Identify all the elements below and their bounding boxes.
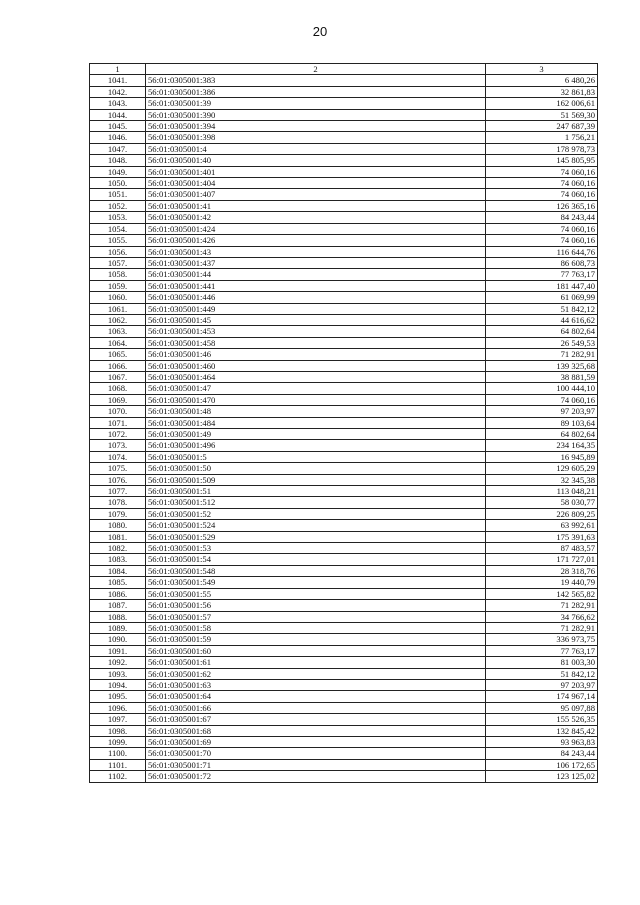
table-row xyxy=(90,280,598,291)
cadastral-value: 26 549,53 xyxy=(486,337,598,348)
table-row xyxy=(90,212,598,223)
table-row xyxy=(90,75,598,86)
cadastral-number: 56:01:0305001:383 xyxy=(146,75,486,86)
cadastral-value: 58 030,77 xyxy=(486,497,598,508)
row-number: 1049. xyxy=(90,166,146,177)
column-header-1: 1 xyxy=(90,64,146,75)
table-row xyxy=(90,474,598,485)
cadastral-value: 86 608,73 xyxy=(486,257,598,268)
cadastral-value: 71 282,91 xyxy=(486,622,598,633)
row-number: 1080. xyxy=(90,520,146,531)
row-number: 1077. xyxy=(90,486,146,497)
cadastral-number: 56:01:0305001:446 xyxy=(146,292,486,303)
table-row xyxy=(90,691,598,702)
cadastral-value: 74 060,16 xyxy=(486,235,598,246)
cadastral-value: 32 345,38 xyxy=(486,474,598,485)
row-number: 1045. xyxy=(90,121,146,132)
row-number: 1058. xyxy=(90,269,146,280)
cadastral-number: 56:01:0305001:424 xyxy=(146,223,486,234)
cadastral-value: 71 282,91 xyxy=(486,349,598,360)
cadastral-value: 106 172,65 xyxy=(486,759,598,770)
table-row xyxy=(90,349,598,360)
table-row xyxy=(90,143,598,154)
table-row xyxy=(90,725,598,736)
cadastral-number: 56:01:0305001:49 xyxy=(146,429,486,440)
row-number: 1078. xyxy=(90,497,146,508)
table-row xyxy=(90,178,598,189)
cadastral-value: 44 616,62 xyxy=(486,314,598,325)
table-row xyxy=(90,771,598,782)
cadastral-number: 56:01:0305001:64 xyxy=(146,691,486,702)
cadastral-value: 145 805,95 xyxy=(486,155,598,166)
cadastral-value: 181 447,40 xyxy=(486,280,598,291)
table-row xyxy=(90,394,598,405)
table-row xyxy=(90,246,598,257)
cadastral-value: 74 060,16 xyxy=(486,189,598,200)
table-row xyxy=(90,360,598,371)
table-row xyxy=(90,314,598,325)
row-number: 1086. xyxy=(90,588,146,599)
row-number: 1065. xyxy=(90,349,146,360)
cadastral-value: 77 763,17 xyxy=(486,645,598,656)
table-row xyxy=(90,520,598,531)
table-row xyxy=(90,714,598,725)
cadastral-number: 56:01:0305001:484 xyxy=(146,417,486,428)
cadastral-number: 56:01:0305001:62 xyxy=(146,668,486,679)
cadastral-value: 234 164,35 xyxy=(486,440,598,451)
row-number: 1092. xyxy=(90,657,146,668)
cadastral-number: 56:01:0305001:40 xyxy=(146,155,486,166)
cadastral-number: 56:01:0305001:449 xyxy=(146,303,486,314)
cadastral-number: 56:01:0305001:407 xyxy=(146,189,486,200)
row-number: 1050. xyxy=(90,178,146,189)
cadastral-number: 56:01:0305001:47 xyxy=(146,383,486,394)
table-row xyxy=(90,109,598,120)
cadastral-value: 51 842,12 xyxy=(486,668,598,679)
row-number: 1076. xyxy=(90,474,146,485)
cadastral-value: 89 103,64 xyxy=(486,417,598,428)
cadastral-number: 56:01:0305001:524 xyxy=(146,520,486,531)
row-number: 1060. xyxy=(90,292,146,303)
row-number: 1079. xyxy=(90,508,146,519)
table-row xyxy=(90,98,598,109)
cadastral-value: 51 842,12 xyxy=(486,303,598,314)
table-row xyxy=(90,702,598,713)
cadastral-number: 56:01:0305001:56 xyxy=(146,600,486,611)
cadastral-value: 93 963,83 xyxy=(486,736,598,747)
row-number: 1084. xyxy=(90,565,146,576)
table-row xyxy=(90,554,598,565)
table-row xyxy=(90,736,598,747)
cadastral-value: 71 282,91 xyxy=(486,600,598,611)
row-number: 1062. xyxy=(90,314,146,325)
table-row xyxy=(90,486,598,497)
cadastral-number: 56:01:0305001:61 xyxy=(146,657,486,668)
cadastral-value: 1 756,21 xyxy=(486,132,598,143)
cadastral-value: 247 687,39 xyxy=(486,121,598,132)
row-number: 1099. xyxy=(90,736,146,747)
table-row xyxy=(90,622,598,633)
cadastral-value: 175 391,63 xyxy=(486,531,598,542)
table-row xyxy=(90,121,598,132)
table-row xyxy=(90,451,598,462)
cadastral-number: 56:01:0305001:63 xyxy=(146,679,486,690)
cadastral-number: 56:01:0305001:52 xyxy=(146,508,486,519)
cadastral-number: 56:01:0305001:43 xyxy=(146,246,486,257)
row-number: 1082. xyxy=(90,543,146,554)
table-row xyxy=(90,303,598,314)
row-number: 1056. xyxy=(90,246,146,257)
row-number: 1053. xyxy=(90,212,146,223)
cadastral-value: 61 069,99 xyxy=(486,292,598,303)
cadastral-number: 56:01:0305001:66 xyxy=(146,702,486,713)
cadastral-number: 56:01:0305001:42 xyxy=(146,212,486,223)
cadastral-number: 56:01:0305001:453 xyxy=(146,326,486,337)
cadastral-number: 56:01:0305001:50 xyxy=(146,463,486,474)
cadastral-number: 56:01:0305001:4 xyxy=(146,143,486,154)
cadastral-value: 129 605,29 xyxy=(486,463,598,474)
row-number: 1075. xyxy=(90,463,146,474)
row-number: 1093. xyxy=(90,668,146,679)
cadastral-number: 56:01:0305001:51 xyxy=(146,486,486,497)
table-row xyxy=(90,588,598,599)
row-number: 1047. xyxy=(90,143,146,154)
cadastral-value: 81 003,30 xyxy=(486,657,598,668)
cadastral-number: 56:01:0305001:55 xyxy=(146,588,486,599)
cadastral-number: 56:01:0305001:45 xyxy=(146,314,486,325)
row-number: 1081. xyxy=(90,531,146,542)
cadastral-value: 155 526,35 xyxy=(486,714,598,725)
table-row xyxy=(90,406,598,417)
cadastral-number: 56:01:0305001:53 xyxy=(146,543,486,554)
cadastral-value: 77 763,17 xyxy=(486,269,598,280)
cadastral-value: 84 243,44 xyxy=(486,748,598,759)
row-number: 1085. xyxy=(90,577,146,588)
row-number: 1054. xyxy=(90,223,146,234)
table-row xyxy=(90,371,598,382)
row-number: 1052. xyxy=(90,200,146,211)
row-number: 1074. xyxy=(90,451,146,462)
cadastral-value: 126 365,16 xyxy=(486,200,598,211)
table-row xyxy=(90,337,598,348)
row-number: 1094. xyxy=(90,679,146,690)
cadastral-number: 56:01:0305001:60 xyxy=(146,645,486,656)
cadastral-value: 6 480,26 xyxy=(486,75,598,86)
cadastral-value: 74 060,16 xyxy=(486,394,598,405)
cadastral-value: 32 861,83 xyxy=(486,86,598,97)
table-row xyxy=(90,748,598,759)
cadastral-value: 139 325,68 xyxy=(486,360,598,371)
row-number: 1070. xyxy=(90,406,146,417)
table-row xyxy=(90,155,598,166)
cadastral-number: 56:01:0305001:470 xyxy=(146,394,486,405)
table-row xyxy=(90,508,598,519)
row-number: 1041. xyxy=(90,75,146,86)
table-row xyxy=(90,235,598,246)
cadastral-value: 100 444,10 xyxy=(486,383,598,394)
row-number: 1067. xyxy=(90,371,146,382)
row-number: 1061. xyxy=(90,303,146,314)
row-number: 1063. xyxy=(90,326,146,337)
cadastral-value: 97 203,97 xyxy=(486,406,598,417)
row-number: 1096. xyxy=(90,702,146,713)
cadastral-number: 56:01:0305001:509 xyxy=(146,474,486,485)
row-number: 1043. xyxy=(90,98,146,109)
table-row xyxy=(90,200,598,211)
row-number: 1097. xyxy=(90,714,146,725)
row-number: 1100. xyxy=(90,748,146,759)
table-row xyxy=(90,463,598,474)
cadastral-number: 56:01:0305001:54 xyxy=(146,554,486,565)
cadastral-value: 123 125,02 xyxy=(486,771,598,782)
table-row xyxy=(90,132,598,143)
row-number: 1083. xyxy=(90,554,146,565)
cadastral-number: 56:01:0305001:68 xyxy=(146,725,486,736)
row-number: 1102. xyxy=(90,771,146,782)
table-row xyxy=(90,565,598,576)
row-number: 1090. xyxy=(90,634,146,645)
table-row xyxy=(90,497,598,508)
cadastral-number: 56:01:0305001:458 xyxy=(146,337,486,348)
cadastral-number: 56:01:0305001:394 xyxy=(146,121,486,132)
cadastral-value: 97 203,97 xyxy=(486,679,598,690)
table-row xyxy=(90,543,598,554)
table-row xyxy=(90,679,598,690)
cadastral-value: 28 318,76 xyxy=(486,565,598,576)
table-row xyxy=(90,383,598,394)
row-number: 1069. xyxy=(90,394,146,405)
cadastral-number: 56:01:0305001:464 xyxy=(146,371,486,382)
cadastral-value: 116 644,76 xyxy=(486,246,598,257)
cadastral-number: 56:01:0305001:460 xyxy=(146,360,486,371)
table-row xyxy=(90,86,598,97)
cadastral-value: 174 967,14 xyxy=(486,691,598,702)
cadastral-number: 56:01:0305001:549 xyxy=(146,577,486,588)
cadastral-number: 56:01:0305001:548 xyxy=(146,565,486,576)
table-row xyxy=(90,429,598,440)
table-row xyxy=(90,600,598,611)
cadastral-value: 74 060,16 xyxy=(486,223,598,234)
row-number: 1071. xyxy=(90,417,146,428)
cadastral-number: 56:01:0305001:401 xyxy=(146,166,486,177)
table-row xyxy=(90,645,598,656)
table-header xyxy=(90,64,598,75)
table-row xyxy=(90,440,598,451)
row-number: 1059. xyxy=(90,280,146,291)
cadastral-number: 56:01:0305001:69 xyxy=(146,736,486,747)
cadastral-number: 56:01:0305001:57 xyxy=(146,611,486,622)
cadastral-number: 56:01:0305001:41 xyxy=(146,200,486,211)
row-number: 1057. xyxy=(90,257,146,268)
cadastral-value: 74 060,16 xyxy=(486,178,598,189)
row-number: 1055. xyxy=(90,235,146,246)
cadastral-number: 56:01:0305001:529 xyxy=(146,531,486,542)
table-row xyxy=(90,223,598,234)
cadastral-number: 56:01:0305001:59 xyxy=(146,634,486,645)
cadastral-value: 178 978,73 xyxy=(486,143,598,154)
cadastral-value: 84 243,44 xyxy=(486,212,598,223)
row-number: 1042. xyxy=(90,86,146,97)
table-row xyxy=(90,611,598,622)
column-header-3: 3 xyxy=(486,64,598,75)
row-number: 1064. xyxy=(90,337,146,348)
row-number: 1044. xyxy=(90,109,146,120)
cadastral-number: 56:01:0305001:46 xyxy=(146,349,486,360)
table-row xyxy=(90,531,598,542)
cadastral-number: 56:01:0305001:72 xyxy=(146,771,486,782)
table-body xyxy=(90,75,598,782)
cadastral-value: 64 802,64 xyxy=(486,326,598,337)
row-number: 1051. xyxy=(90,189,146,200)
cadastral-value: 87 483,57 xyxy=(486,543,598,554)
header-row xyxy=(90,64,598,75)
row-number: 1091. xyxy=(90,645,146,656)
cadastral-number: 56:01:0305001:44 xyxy=(146,269,486,280)
cadastral-value: 51 569,30 xyxy=(486,109,598,120)
row-number: 1088. xyxy=(90,611,146,622)
cadastral-number: 56:01:0305001:70 xyxy=(146,748,486,759)
row-number: 1095. xyxy=(90,691,146,702)
cadastral-number: 56:01:0305001:67 xyxy=(146,714,486,725)
row-number: 1048. xyxy=(90,155,146,166)
table-row xyxy=(90,577,598,588)
table-row xyxy=(90,759,598,770)
table-row xyxy=(90,189,598,200)
cadastral-number: 56:01:0305001:398 xyxy=(146,132,486,143)
table-row xyxy=(90,634,598,645)
cadastral-value: 16 945,89 xyxy=(486,451,598,462)
cadastral-value: 63 992,61 xyxy=(486,520,598,531)
cadastral-value: 113 048,21 xyxy=(486,486,598,497)
row-number: 1073. xyxy=(90,440,146,451)
row-number: 1089. xyxy=(90,622,146,633)
cadastral-number: 56:01:0305001:48 xyxy=(146,406,486,417)
cadastral-number: 56:01:0305001:404 xyxy=(146,178,486,189)
cadastral-number: 56:01:0305001:390 xyxy=(146,109,486,120)
cadastral-number: 56:01:0305001:426 xyxy=(146,235,486,246)
row-number: 1046. xyxy=(90,132,146,143)
cadastral-number: 56:01:0305001:58 xyxy=(146,622,486,633)
cadastral-number: 56:01:0305001:496 xyxy=(146,440,486,451)
row-number: 1072. xyxy=(90,429,146,440)
cadastral-value: 171 727,01 xyxy=(486,554,598,565)
cadastral-number: 56:01:0305001:5 xyxy=(146,451,486,462)
cadastral-number: 56:01:0305001:386 xyxy=(146,86,486,97)
cadastral-number: 56:01:0305001:437 xyxy=(146,257,486,268)
cadastral-value: 95 097,88 xyxy=(486,702,598,713)
column-header-2: 2 xyxy=(146,64,486,75)
cadastral-number: 56:01:0305001:39 xyxy=(146,98,486,109)
cadastral-number: 56:01:0305001:71 xyxy=(146,759,486,770)
table-row xyxy=(90,257,598,268)
row-number: 1098. xyxy=(90,725,146,736)
cadastral-value: 34 766,62 xyxy=(486,611,598,622)
table-row xyxy=(90,269,598,280)
cadastral-value: 142 565,82 xyxy=(486,588,598,599)
cadastral-number: 56:01:0305001:512 xyxy=(146,497,486,508)
row-number: 1068. xyxy=(90,383,146,394)
cadastral-number: 56:01:0305001:441 xyxy=(146,280,486,291)
table-row xyxy=(90,326,598,337)
cadastral-value: 226 809,25 xyxy=(486,508,598,519)
table-row xyxy=(90,417,598,428)
table-row xyxy=(90,166,598,177)
row-number: 1101. xyxy=(90,759,146,770)
page-number: 20 xyxy=(312,24,328,39)
cadastral-value: 74 060,16 xyxy=(486,166,598,177)
table-row xyxy=(90,657,598,668)
cadastral-value: 64 802,64 xyxy=(486,429,598,440)
cadastral-value: 162 006,61 xyxy=(486,98,598,109)
table-row xyxy=(90,668,598,679)
cadastral-value: 19 440,79 xyxy=(486,577,598,588)
table-row xyxy=(90,292,598,303)
row-number: 1087. xyxy=(90,600,146,611)
cadastral-value: 336 973,75 xyxy=(486,634,598,645)
cadastral-value: 38 881,59 xyxy=(486,371,598,382)
row-number: 1066. xyxy=(90,360,146,371)
cadastral-value: 132 845,42 xyxy=(486,725,598,736)
cadastral-value-table xyxy=(89,63,598,783)
